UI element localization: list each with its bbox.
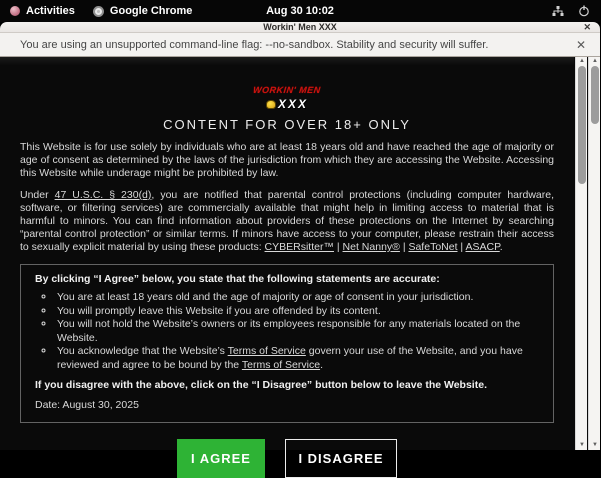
scroll-up-icon[interactable]: ▲ <box>579 58 585 64</box>
logo-hardhat-icon <box>266 100 276 109</box>
net-nanny-link[interactable]: Net Nanny® <box>342 241 400 253</box>
consent-buttons <box>20 439 554 478</box>
chrome-infobar <box>0 33 600 57</box>
window-close-icon[interactable]: ✕ <box>583 22 591 32</box>
usc-230d-link[interactable]: 47 U.S.C. § 230(d) <box>54 189 152 201</box>
i-disagree-button[interactable]: I DISAGREE <box>285 439 397 478</box>
cybersitter-link[interactable]: CYBERsitter™ <box>264 241 334 253</box>
infobar-close-icon[interactable]: ✕ <box>575 37 586 52</box>
bullet4-pre: You acknowledge that the Website’s <box>57 345 228 357</box>
page-title: CONTENT FOR OVER 18+ ONLY <box>163 117 411 132</box>
logo-xxx-text: XXX <box>277 97 308 111</box>
scroll-down-icon[interactable]: ▼ <box>592 442 598 448</box>
date-label: Date: August 30, 2025 <box>35 399 139 411</box>
scrollbar-thumb[interactable] <box>578 66 586 184</box>
gnome-top-bar <box>0 0 600 22</box>
scroll-up-icon[interactable]: ▲ <box>592 58 598 64</box>
bullet4-mid: govern your use of the Website, and you have reviewed and agree to be bound by the <box>57 345 523 371</box>
site-logo <box>20 81 554 110</box>
para2-pre: Under <box>20 189 55 201</box>
link-separator: | <box>457 241 466 253</box>
scrollbar-thumb[interactable] <box>591 66 599 124</box>
window-title: Workin' Men XXX <box>263 22 337 32</box>
network-icon[interactable] <box>552 5 564 17</box>
outer-scrollbar[interactable] <box>588 57 600 450</box>
agreement-intro: By clicking “I Agree” below, you state that the following statements are accurate: <box>35 273 440 285</box>
terms-of-service-link[interactable]: Terms of Service <box>241 358 321 371</box>
parental-control-paragraph <box>20 189 554 254</box>
agreement-list <box>35 291 539 372</box>
page-content <box>0 57 600 466</box>
window-title-bar <box>0 22 600 33</box>
agreement-box <box>20 264 554 423</box>
asacp-link[interactable]: ASACP <box>465 241 500 253</box>
power-icon[interactable] <box>578 5 590 17</box>
infobar-message: You are using an unsupported command-line flag: --no-sandbox. Stability and security will suffer. <box>20 38 489 51</box>
link-separator: | <box>399 241 409 253</box>
activities-label: Activities <box>26 5 75 17</box>
scroll-down-icon[interactable]: ▼ <box>579 442 585 448</box>
age-statement-paragraph: This Website is for use solely by individuals who are at least 18 years old and have reached the age of majority or age of consent as determined by the laws of the jurisdiction from which they are accessing the Website. Accessing this Website while underage might be prohibited by law. <box>20 141 554 179</box>
terms-of-service-link[interactable]: Terms of Service <box>227 345 306 357</box>
safetonet-link[interactable]: SafeToNet <box>408 241 458 253</box>
list-item: ◦ You will promptly leave this Website if you are offended by its content. <box>55 305 539 319</box>
inner-scrollbar[interactable] <box>575 57 587 450</box>
disagree-instruction: If you disagree with the above, click on the “I Disagree” button below to leave the Website. <box>35 379 487 391</box>
chrome-label: Google Chrome <box>109 5 193 17</box>
logo-wordmark: WORKIN' MEN <box>252 85 322 95</box>
link-separator: | <box>333 241 343 253</box>
clock[interactable]: Aug 30 10:02 <box>266 5 334 17</box>
bullet4-end: . <box>320 358 323 371</box>
list-item: ◦ You will not hold the Website’s owners or its employees responsible for any materials located on the Website. <box>55 318 539 345</box>
i-agree-button[interactable]: I AGREE <box>177 439 265 478</box>
list-item <box>55 345 539 372</box>
para2-body: , you are notified that parental control protections (including computer hardware, software, or filtering services) are commercially available that might help in limiting access to material that is harmful to minors. You can find information about providers of these protections on the Internet by searching “parental control protection” or similar terms. If minors have access to your computer, please restrain their access to sexually explicit material by using these products: <box>20 189 555 253</box>
para2-end: . <box>499 241 503 253</box>
list-item: ◦ You are at least 18 years old and the age of majority or age of consent in your jurisdiction. <box>55 291 539 305</box>
